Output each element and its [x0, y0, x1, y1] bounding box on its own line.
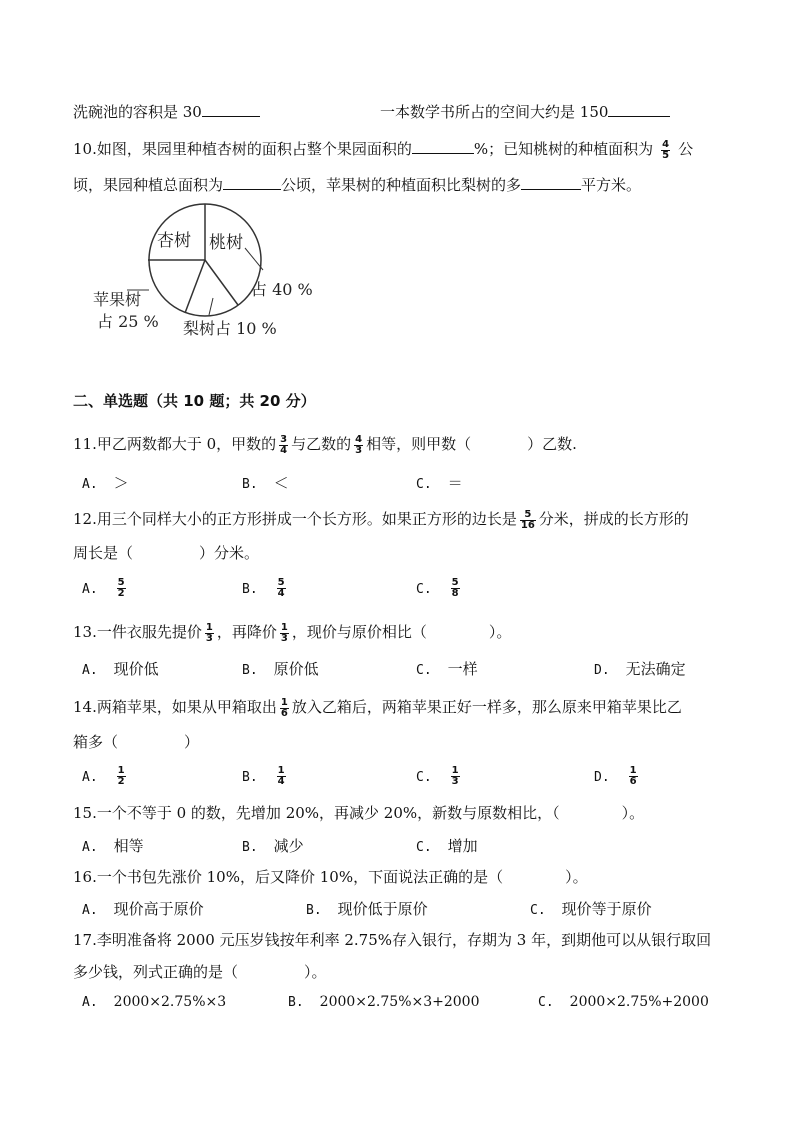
q9-right-text: 一本数学书所占的空间大约是 150 [380, 103, 609, 121]
q16-text: 16.一个书包先涨价 10%，后又降价 10%，下面说法正确的是（ [73, 868, 504, 886]
option-b[interactable]: B. $\frac{1}{4}$ [242, 765, 285, 787]
q12-stem-line1 [73, 508, 689, 531]
q15-text: 15.一个不等于 0 的数，先增加 20%，再减少 20%，新数与原数相比，（ [73, 804, 560, 822]
q13-stem [73, 621, 511, 644]
option-b[interactable]: B. 原价低 [242, 660, 319, 678]
pie-divider [185, 260, 205, 313]
q15-text: ）。 [621, 804, 645, 822]
q10-text: 平方米。 [581, 176, 642, 194]
q11-stem [73, 433, 577, 456]
q12-text: 分米，拼成的长方形的 [538, 510, 689, 528]
pie-label-apple-pct: 占 25 % [97, 312, 159, 331]
pie-label-peach: 桃树 [209, 233, 243, 253]
pie-label-apple: 苹果树 [93, 290, 142, 309]
pie-label-peach-pct: 占 40 % [251, 280, 313, 299]
option-c[interactable]: C. 现价等于原价 [530, 900, 652, 918]
fraction: $\frac{1}{3}$ [451, 765, 459, 787]
q14-stem-line1 [73, 696, 682, 719]
q11-text: 与乙数的 [291, 435, 352, 453]
q14-stem-line2 [73, 731, 199, 752]
pie-leader-line [209, 298, 213, 315]
q13-text: ，现价与原价相比（ [291, 623, 427, 641]
fraction: $\frac{5}{4}$ [277, 577, 285, 599]
option-a[interactable]: A. 现价低 [82, 660, 159, 678]
fraction: $\frac{4}{5}$ [662, 138, 670, 161]
q16-stem [73, 866, 588, 887]
q14-text: 14.两箱苹果，如果从甲箱取出 [73, 698, 277, 716]
answer-blank[interactable] [223, 175, 281, 190]
option-b[interactable]: B. 2000×2.75%×3+2000 [288, 994, 480, 1010]
option-b[interactable]: B. 现价低于原价 [306, 900, 428, 918]
q10-text: 公顷，苹果树的种植面积比梨树的多 [281, 176, 522, 194]
q17-stem-line2 [73, 961, 327, 982]
q12-text: 12.用三个同样大小的正方形拼成一个长方形。如果正方形的边长是 [73, 510, 517, 528]
option-c[interactable]: C. 2000×2.75%+2000 [538, 994, 709, 1010]
q16-text: ）。 [565, 868, 588, 886]
q9-left-text: 洗碗池的容积是 30 [73, 103, 202, 121]
option-c[interactable]: C. 增加 [416, 837, 478, 855]
orchard-pie-figure [85, 200, 330, 345]
answer-blank[interactable] [521, 175, 581, 190]
q14-text: 箱多（ [73, 733, 119, 751]
option-d[interactable]: D. 无法确定 [594, 660, 686, 678]
option-a[interactable]: A. ＞ [82, 474, 129, 492]
fraction: $\frac{4}{3}$ [355, 433, 363, 456]
fraction: $\frac{3}{4}$ [280, 433, 288, 456]
pie-label-pear-pct: 梨树占 10 % [183, 319, 277, 338]
option-c[interactable]: C. 一样 [416, 660, 478, 678]
q10-line1 [73, 138, 693, 161]
option-b[interactable]: B. $\frac{5}{4}$ [242, 577, 285, 599]
q9-line [73, 101, 260, 122]
q17-stem-line1: 17.李明准备将 2000 元压岁钱按年利率 2.75%存入银行，存期为 3 年，到期他可以从银行取回 [73, 931, 712, 949]
fraction: $\frac{1}{6}$ [629, 765, 637, 787]
q17-text: ）。 [304, 963, 327, 981]
section-title: 二、单选题（共 10 题；共 20 分） [73, 392, 316, 410]
q11-text: ）乙数. [527, 435, 577, 453]
fraction: $\frac{5}{2}$ [117, 577, 125, 599]
answer-blank[interactable] [412, 139, 474, 154]
q13-text: ，再降价 [216, 623, 277, 641]
option-b[interactable]: B. 减少 [242, 837, 304, 855]
fraction: $\frac{1}{3}$ [280, 621, 288, 644]
q13-text: 13.一件衣服先提价 [73, 623, 202, 641]
pie-label-apricot: 杏树 [157, 231, 191, 251]
answer-blank[interactable] [202, 102, 260, 117]
q12-stem-line2 [73, 542, 259, 563]
option-c[interactable]: C. $\frac{1}{3}$ [416, 765, 459, 787]
fraction: $\frac{5}{16}$ [520, 508, 535, 531]
fraction: $\frac{5}{8}$ [451, 577, 459, 599]
fraction: $\frac{1}{4}$ [277, 765, 285, 787]
answer-blank[interactable] [608, 102, 670, 117]
option-c[interactable]: C. $\frac{5}{8}$ [416, 577, 459, 599]
option-b[interactable]: B. ＜ [242, 474, 289, 492]
option-a[interactable]: A. 2000×2.75%×3 [82, 994, 227, 1010]
q10-text: %；已知桃树的种植面积为 [473, 140, 654, 158]
q17-text: 多少钱，列式正确的是（ [73, 963, 239, 981]
q11-text: 相等，则甲数（ [366, 435, 472, 453]
option-a[interactable]: A. 相等 [82, 837, 144, 855]
q10-line2 [73, 174, 641, 195]
q9-right [380, 101, 670, 122]
pie-divider [205, 260, 238, 305]
option-a[interactable]: A. $\frac{5}{2}$ [82, 577, 125, 599]
q14-text: ） [184, 733, 200, 751]
fraction: $\frac{1}{3}$ [205, 621, 213, 644]
q10-text: 10.如图，果园里种植杏树的面积占整个果园面积的 [73, 140, 412, 158]
option-a[interactable]: A. $\frac{1}{2}$ [82, 765, 125, 787]
option-c[interactable]: C. ＝ [416, 474, 463, 492]
q12-text: ）分米。 [199, 544, 260, 562]
fraction: $\frac{1}{2}$ [117, 765, 125, 787]
q15-stem [73, 802, 644, 823]
q10-text: 顷，果园种植总面积为 [73, 176, 224, 194]
option-a[interactable]: A. 现价高于原价 [82, 900, 204, 918]
fraction: $\frac{1}{6}$ [280, 696, 288, 719]
q10-text: 公 [678, 140, 694, 158]
q14-text: 放入乙箱后，两箱苹果正好一样多，那么原来甲箱苹果比乙 [291, 698, 682, 716]
q12-text: 周长是（ [73, 544, 134, 562]
option-d[interactable]: D. $\frac{1}{6}$ [594, 765, 637, 787]
q13-text: ）。 [488, 623, 512, 641]
q11-text: 11.甲乙两数都大于 0，甲数的 [73, 435, 277, 453]
